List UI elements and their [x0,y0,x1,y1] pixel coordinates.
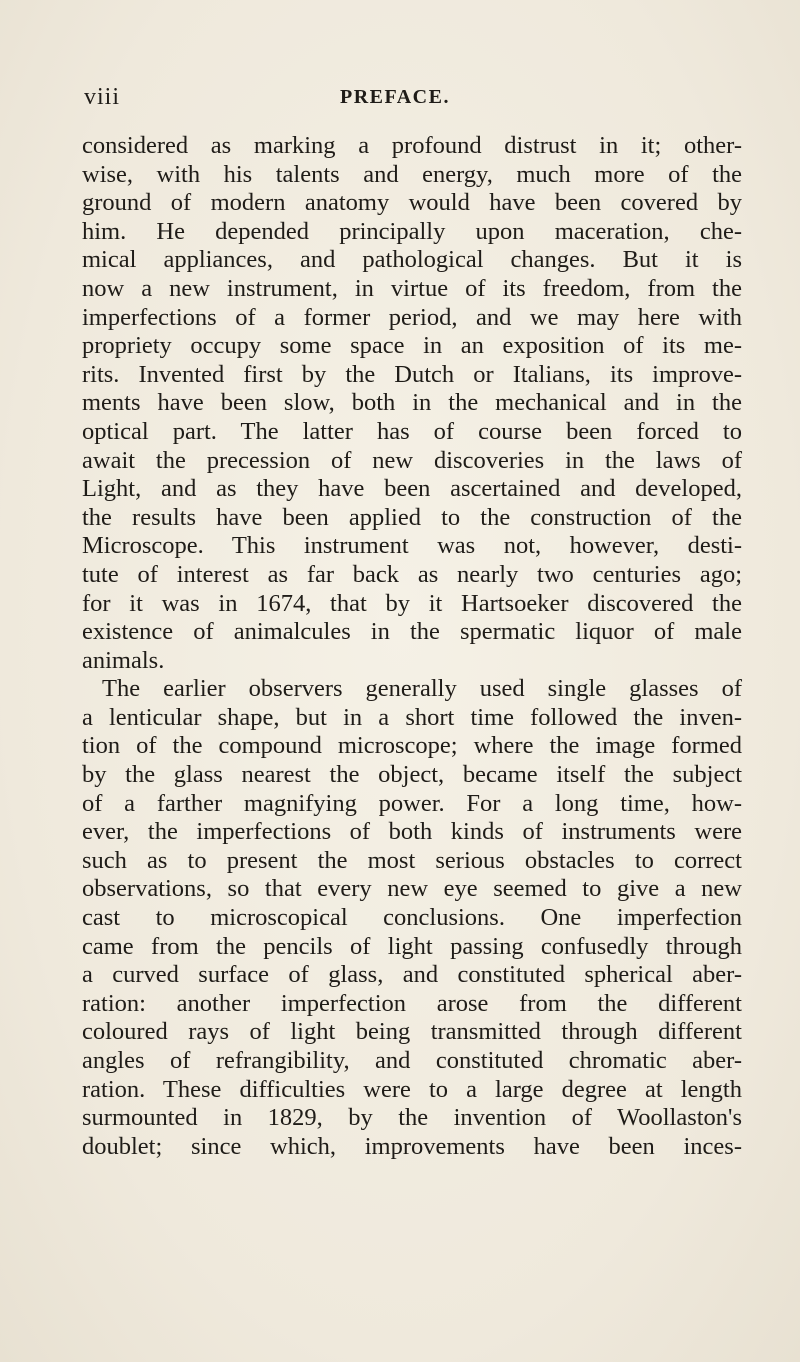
text-line: a lenticular shape, but in a short time followed the inven- [82,703,742,731]
text-line: animals. [82,646,165,674]
text-line: now a new instrument, in virtue of its freedom, from the [82,274,742,302]
text-line: await the precession of new discoveries in the laws of [82,446,742,474]
text-line: rits. Invented first by the Dutch or Italians, its improve- [82,360,742,388]
text-line: the results have been applied to the construction of the [82,503,742,531]
text-line: tion of the compound microscope; where the image formed [82,732,742,760]
text-line: considered as marking a profound distrust in it; other- [82,132,742,159]
text-line: ground of modern anatomy would have been covered by [82,189,742,217]
running-head: PREFACE. [340,86,450,108]
text-line: of a farther magnifying power. For a long time, how- [82,789,742,817]
text-line: angles of refrangibility, and constituted chromatic aber- [82,1047,742,1074]
text-line: ration. These difficulties were to a large degree at length [82,1075,742,1103]
text-line: ments have been slow, both in the mechanical and in the [82,389,742,417]
text-line: coloured rays of light being transmitted through different [82,1018,742,1046]
text-line: propriety occupy some space in an exposition of its me- [82,332,742,360]
text-line: Light, and as they have been ascertained and developed, [82,475,742,503]
text-line: Microscope. This instrument was not, however, desti- [82,532,742,560]
text-line: wise, with his talents and energy, much more of the [82,160,742,188]
body-text [82,132,742,1161]
text-line: existence of animalcules in the spermatic liquor of male [82,618,742,646]
text-line: optical part. The latter has of course been forced to [82,417,742,445]
text-line: him. He depended principally upon maceration, che- [82,217,742,245]
text-line: by the glass nearest the object, became itself the subject [82,761,742,789]
text-line: tute of interest as far back as nearly two centuries ago; [82,560,742,588]
page-number: viii [84,84,121,110]
paragraph [82,675,742,1161]
text-line: ration: another imperfection arose from the different [82,989,742,1017]
text-line: such as to present the most serious obstacles to correct [82,846,742,874]
page-header [84,84,744,114]
text-line: surmounted in 1829, by the invention of Woollaston's [82,1104,742,1132]
text-line: observations, so that every new eye seemed to give a new [82,875,742,903]
text-line: The earlier observers generally used single glasses of [102,675,742,703]
text-line: came from the pencils of light passing confusedly through [82,932,742,960]
text-line: a curved surface of glass, and constituted spherical aber- [82,961,742,989]
text-line: cast to microscopical conclusions. One imperfection [82,904,742,932]
paragraph [82,132,742,675]
text-line: imperfections of a former period, and we may here with [82,303,742,331]
text-line: ever, the imperfections of both kinds of instruments were [82,818,742,846]
text-line: for it was in 1674, that by it Hartsoeker discovered the [82,589,742,617]
text-line: mical appliances, and pathological changes. But it is [82,246,742,274]
text-line: doublet; since which, improvements have been inces- [82,1132,742,1160]
